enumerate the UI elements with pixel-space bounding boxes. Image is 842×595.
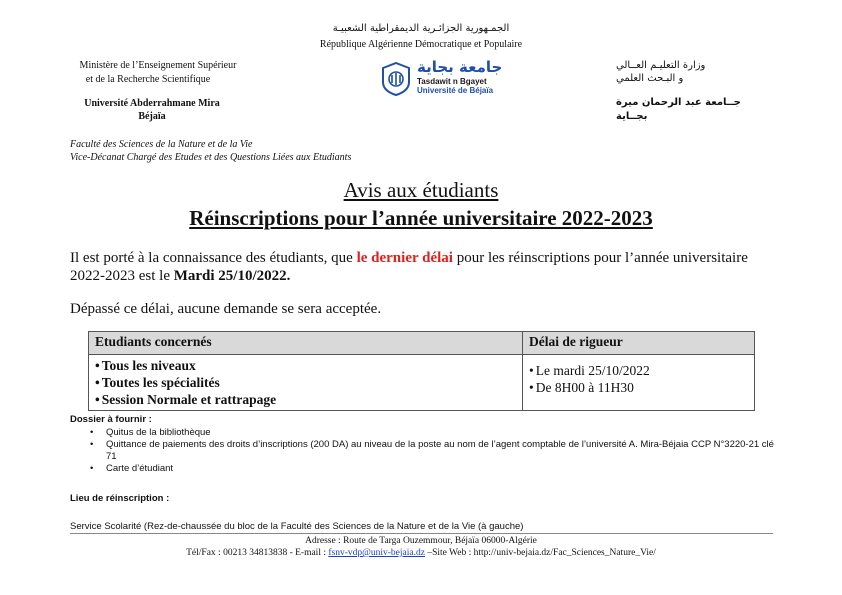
university-logo [381,60,521,100]
ministry-ar-line1: وزارة التعليـم العــالي [616,60,706,71]
footer-website: –Site Web : http://univ-bejaia.dz/Fac_Sciences_Nature_Vie/ [424,548,656,558]
list-item: • Toutes les spécialités [95,374,516,391]
announcement-text-b: pour les réinscriptions pour l’année universitaire 2022-2023 est le [70,250,748,284]
list-item: • Le mardi 25/10/2022 [529,362,748,379]
location-heading: Lieu de réinscription : [70,493,170,504]
list-item: • Quittance de paiements des droits d’inscriptions (200 DA) au niveau de la poste au nom de l’agent comptable de l’université A. Mira-Béjaia CCP N°3220-21 clé 71 [70,439,782,463]
deadline-highlight: le dernier délai [356,250,453,266]
header-students: Etudiants concernés [89,332,523,355]
announcement-text-a: Il est porté à la connaissance des étudiants, que [70,250,357,266]
footer-phone: Tél/Fax : 00213 34813838 - E-mail : [186,548,329,558]
list-item: • Quitus de la bibliothèque [70,427,782,439]
university-fr-line2: Béjaïa [138,111,166,122]
header-deadline: Délai de rigueur [523,332,755,355]
footer-address: Adresse : Route de Targa Ouzemmour, Béjaïa 06000-Algérie [305,536,537,546]
deadline-date: Mardi 25/10/2022. [173,268,291,284]
ministry-ar-line2: و البـحث العلمي [616,73,684,84]
reinscription-title: Réinscriptions pour l’année universitaire 2022-2023 [189,206,653,230]
documents-list [70,427,782,475]
university-ar-line2: بجــاية [616,111,648,122]
location-text: Service Scolarité (Rez-de-chaussée du bloc de la Faculté des Sciences de la Nature et de la Vie (à gauche) [70,521,524,532]
deadline-list [529,362,748,396]
university-ar-line1: جــامعة عبد الرحمان ميرة [616,97,741,108]
documents-heading: Dossier à fournir : [70,414,152,425]
schedule-table [88,331,755,411]
students-list [95,357,516,408]
french-republic-name: République Algérienne Démocratique et Populaire [319,39,523,50]
deadline-cell [523,355,755,411]
late-warning: Dépassé ce délai, aucune demande se sera acceptée. [70,301,382,317]
logo-arabic-text: جامعة بجاية [417,58,503,76]
arabic-republic-name: الجمـهورية الجزائـرية الديمقراطية الشعبيـة [332,23,510,34]
ministry-fr-line2: et de la Recherche Scientifique [85,74,211,85]
table-row [89,355,755,411]
students-cell [89,355,523,411]
logo-line2: Université de Béjaïa [417,86,494,95]
footer-divider [70,533,773,534]
footer-contact [0,548,842,558]
university-fr-line1: Université Abderrahmane Mira [84,98,220,109]
vice-deanery-name: Vice-Décanat Chargé des Etudes et des Questions Liées aux Etudiants [70,152,352,163]
footer-email-link[interactable]: fsnv-vdp@univ-bejaia.dz [328,548,425,558]
list-item: • De 8H00 à 11H30 [529,379,748,396]
logo-line1: Tasdawit n Bgayet [417,77,487,86]
list-item: • Tous les niveaux [95,357,516,374]
university-emblem-icon [381,62,411,96]
notice-title: Avis aux étudiants [343,178,499,202]
ministry-fr-line1: Ministère de l’Enseignement Supérieur [79,60,237,71]
faculty-name: Faculté des Sciences de la Nature et de la Vie [70,139,253,150]
list-item: • Session Normale et rattrapage [95,391,516,408]
table-header-row [89,332,755,355]
announcement-paragraph [70,249,775,285]
list-item: • Carte d’étudiant [70,463,782,475]
